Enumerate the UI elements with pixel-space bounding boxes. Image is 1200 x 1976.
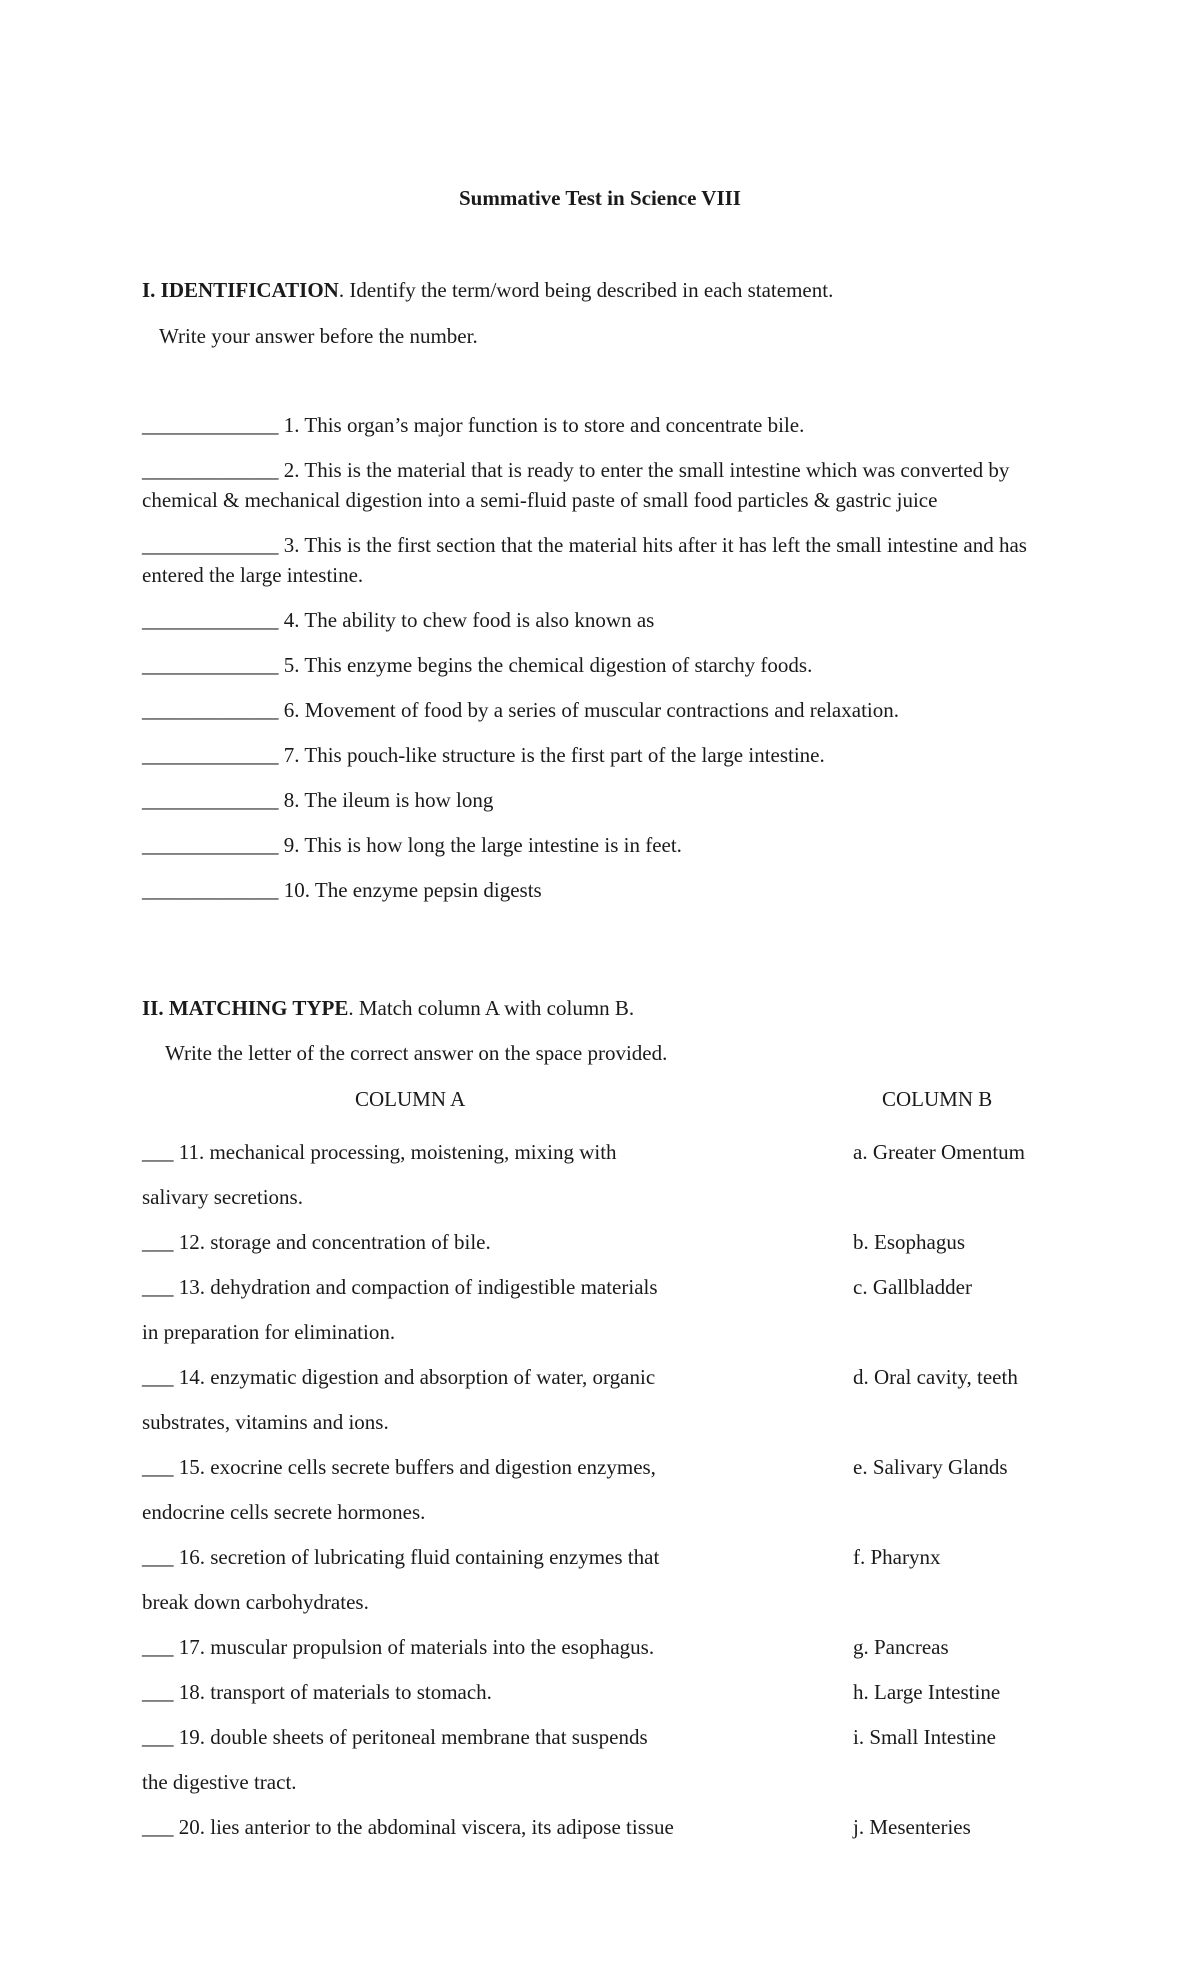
match-text-continued: break down carbohydrates. — [142, 1590, 369, 1614]
match-blank[interactable]: ___ — [142, 1365, 174, 1389]
match-text: 11. mechanical processing, moistening, mixing with — [178, 1140, 617, 1164]
identification-item — [142, 530, 1072, 590]
match-text-continued: substrates, vitamins and ions. — [142, 1410, 389, 1434]
match-text: 20. lies anterior to the abdominal viscera, its adipose tissue — [178, 1815, 674, 1839]
match-blank[interactable]: ___ — [142, 1680, 174, 1704]
section-2-heading — [142, 996, 634, 1021]
column-b-option: d. Oral cavity, teeth — [853, 1365, 1018, 1389]
matching-item — [142, 1355, 752, 1400]
answer-blank[interactable]: _____________ — [142, 878, 279, 902]
answer-blank[interactable]: _____________ — [142, 788, 279, 812]
match-text: 15. exocrine cells secrete buffers and digestion enzymes, — [178, 1455, 656, 1479]
match-text: 14. enzymatic digestion and absorption of water, organic — [178, 1365, 656, 1389]
item-text: 8. The ileum is how long — [283, 788, 494, 812]
matching-item — [142, 1220, 752, 1265]
section-1-instruction: Write your answer before the number. — [159, 324, 478, 348]
answer-blank[interactable]: _____________ — [142, 833, 279, 857]
match-blank[interactable]: ___ — [142, 1635, 174, 1659]
column-b-option: f. Pharynx — [853, 1545, 941, 1569]
match-text-continued: in preparation for elimination. — [142, 1320, 396, 1344]
match-blank[interactable]: ___ — [142, 1275, 174, 1299]
matching-item — [142, 1265, 752, 1310]
match-text: 19. double sheets of peritoneal membrane that suspends — [178, 1725, 648, 1749]
identification-item — [142, 455, 1072, 515]
identification-item — [142, 740, 1072, 770]
item-text: 5. This enzyme begins the chemical digestion of starchy foods. — [283, 653, 813, 677]
identification-item — [142, 785, 1072, 815]
section-1-heading — [142, 278, 833, 303]
identification-list — [142, 410, 1072, 920]
matching-item — [142, 1670, 752, 1715]
section-2-label: II. MATCHING TYPE — [142, 996, 349, 1020]
identification-item — [142, 830, 1072, 860]
answer-blank[interactable]: _____________ — [142, 653, 279, 677]
answer-blank[interactable]: _____________ — [142, 413, 279, 437]
matching-item — [142, 1445, 752, 1490]
match-text: 12. storage and concentration of bile. — [178, 1230, 491, 1254]
matching-item — [142, 1535, 752, 1580]
column-b-option: i. Small Intestine — [853, 1725, 996, 1749]
match-text: 16. secretion of lubricating fluid containing enzymes that — [178, 1545, 660, 1569]
answer-blank[interactable]: _____________ — [142, 743, 279, 767]
match-text-continued: the digestive tract. — [142, 1770, 297, 1794]
match-blank[interactable]: ___ — [142, 1815, 174, 1839]
document-title: Summative Test in Science VIII — [459, 186, 741, 210]
column-b-list — [853, 1130, 1093, 1850]
column-b-option: b. Esophagus — [853, 1230, 965, 1254]
section-2-text: . Match column A with column B. — [348, 996, 635, 1020]
matching-item — [142, 1805, 752, 1850]
match-text: 13. dehydration and compaction of indigestible materials — [178, 1275, 658, 1299]
column-b-option: e. Salivary Glands — [853, 1455, 1008, 1479]
answer-blank[interactable]: _____________ — [142, 608, 279, 632]
column-b-option: c. Gallbladder — [853, 1275, 972, 1299]
identification-item — [142, 410, 1072, 440]
item-text: 4. The ability to chew food is also known as — [283, 608, 655, 632]
item-text: 6. Movement of food by a series of muscular contractions and relaxation. — [283, 698, 899, 722]
match-blank[interactable]: ___ — [142, 1545, 174, 1569]
matching-item — [142, 1130, 752, 1175]
answer-blank[interactable]: _____________ — [142, 458, 279, 482]
column-a-header: COLUMN A — [355, 1087, 466, 1111]
matching-item — [142, 1625, 752, 1670]
item-text: 7. This pouch-like structure is the first part of the large intestine. — [283, 743, 825, 767]
item-text: 2. This is the material that is ready to enter the small intestine which was converted by chemical & mechanical digestion into a semi-fluid paste of small food particles & gastric juice — [142, 458, 1010, 512]
answer-blank[interactable]: _____________ — [142, 533, 279, 557]
section-2-instruction: Write the letter of the correct answer on the space provided. — [165, 1041, 668, 1065]
item-text: 10. The enzyme pepsin digests — [283, 878, 542, 902]
identification-item — [142, 875, 1072, 905]
match-text: 17. muscular propulsion of materials into the esophagus. — [178, 1635, 655, 1659]
section-1-text: . Identify the term/word being described in each statement. — [338, 278, 834, 302]
match-blank[interactable]: ___ — [142, 1140, 174, 1164]
matching-item — [142, 1715, 752, 1760]
column-b-option: h. Large Intestine — [853, 1680, 1001, 1704]
match-text-continued: salivary secretions. — [142, 1185, 303, 1209]
column-b-option: j. Mesenteries — [853, 1815, 971, 1839]
identification-item — [142, 605, 1072, 635]
column-b-header: COLUMN B — [882, 1087, 993, 1111]
answer-blank[interactable]: _____________ — [142, 698, 279, 722]
match-text-continued: endocrine cells secrete hormones. — [142, 1500, 426, 1524]
match-blank[interactable]: ___ — [142, 1230, 174, 1254]
item-text: 9. This is how long the large intestine is in feet. — [283, 833, 682, 857]
section-1-label: I. IDENTIFICATION — [142, 278, 339, 302]
identification-item — [142, 695, 1072, 725]
item-text: 3. This is the first section that the material hits after it has left the small intestine and has entered the large intestine. — [142, 533, 1027, 587]
item-text: 1. This organ’s major function is to store and concentrate bile. — [283, 413, 805, 437]
match-text: 18. transport of materials to stomach. — [178, 1680, 492, 1704]
match-blank[interactable]: ___ — [142, 1455, 174, 1479]
column-a-list — [142, 1130, 752, 1850]
column-b-option: g. Pancreas — [853, 1635, 949, 1659]
column-b-option: a. Greater Omentum — [853, 1140, 1026, 1164]
identification-item — [142, 650, 1072, 680]
match-blank[interactable]: ___ — [142, 1725, 174, 1749]
